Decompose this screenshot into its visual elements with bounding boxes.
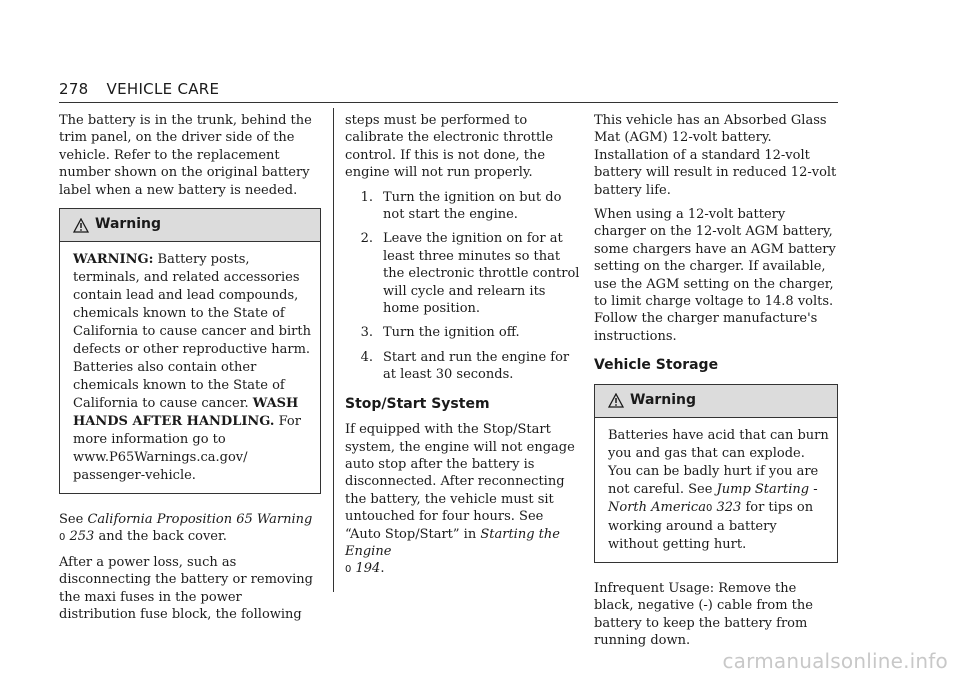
warning-text-2: for tips on working around a battery without getting hurt. bbox=[608, 499, 814, 552]
page-ref-icon: 0 bbox=[59, 532, 66, 544]
step-number: 3. bbox=[360, 325, 373, 341]
charger-paragraph: When using a 12-volt battery charger on the 12-volt AGM battery, some chargers have an AGM battery setting on the charger. If available, use the AGM setting on the charger, to limit charge voltage to 14.8 volts. Follow the charger manufacture's instructions. bbox=[594, 207, 836, 344]
page-ref-323[interactable]: 323 bbox=[716, 499, 742, 515]
warning-title: Warning bbox=[95, 216, 162, 233]
list-item bbox=[345, 230, 581, 317]
warning-box-acid bbox=[594, 384, 838, 563]
see-reference-paragraph bbox=[59, 511, 321, 547]
column-divider bbox=[333, 108, 334, 592]
step-text: Leave the ignition on for at least three minutes so that the electronic throttle control will cycle and relearn its home position. bbox=[383, 231, 580, 317]
step-number: 4. bbox=[360, 349, 373, 365]
header-rule bbox=[59, 102, 838, 103]
warning-title: Warning bbox=[630, 391, 697, 408]
warning-triangle-icon bbox=[73, 218, 89, 233]
warning-header bbox=[595, 385, 837, 418]
starting-engine-link[interactable]: Starting the Engine bbox=[345, 526, 560, 559]
page-ref-icon: 0 bbox=[705, 502, 713, 514]
warning-body bbox=[595, 418, 837, 562]
calibrate-paragraph: steps must be performed to calibrate the electronic throttle control. If this is not done, the engine will not run properly. bbox=[345, 113, 554, 181]
agm-paragraph: This vehicle has an Absorbed Glass Mat (AGM) 12-volt battery. Installation of a standard 12-volt battery will result in reduced 12-volt battery life. bbox=[594, 113, 837, 198]
column-2 bbox=[345, 112, 581, 586]
prop65-link[interactable]: California Proposition 65 Warning bbox=[87, 512, 313, 528]
list-item bbox=[345, 189, 581, 224]
column-1 bbox=[59, 112, 321, 630]
power-loss-paragraph: After a power loss, such as disconnecting the battery or removing the maxi fuses in the power distribution fuse block, the following bbox=[59, 554, 313, 623]
warning-text-1: Battery posts, terminals, and related accessories contain lead and lead compounds, chemicals known to the State of California to cause cancer and birth defects or other reproductive harm. Batteries also contain other chemicals known to the State of California to cause cancer. bbox=[73, 252, 311, 412]
warning-header bbox=[60, 209, 320, 242]
period: . bbox=[380, 561, 385, 577]
calibration-steps bbox=[345, 189, 581, 384]
page-ref-194[interactable]: 194 bbox=[355, 561, 381, 577]
infrequent-usage-paragraph: Infrequent Usage: Remove the black, negative (-) cable from the battery to keep the battery from running down. bbox=[594, 580, 813, 648]
page-header bbox=[59, 80, 219, 98]
step-number: 1. bbox=[360, 189, 373, 205]
column-3 bbox=[594, 112, 838, 656]
warning-text-2: For more information go to www.P65Warnings.ca.gov/ passenger-vehicle. bbox=[73, 414, 301, 484]
step-text: Turn the ignition off. bbox=[383, 325, 520, 341]
warning-body bbox=[60, 242, 320, 493]
see-prefix: See bbox=[59, 512, 88, 528]
stop-start-text: If equipped with the Stop/Start system, the engine will not engage auto stop after the battery is disconnected. After reconnecting the battery, the vehicle must sit untouched for four hours. See “Auto Stop/Start” in bbox=[345, 422, 575, 542]
battery-location-paragraph: The battery is in the trunk, behind the trim panel, on the driver side of the vehicle. Refer to the replacement number shown on the original battery label when a new battery is needed. bbox=[59, 113, 312, 198]
jump-starting-link[interactable]: Jump Starting - North America bbox=[608, 481, 818, 515]
vehicle-storage-heading: Vehicle Storage bbox=[594, 357, 719, 374]
step-number: 2. bbox=[360, 231, 373, 247]
wash-hands-text: WASH HANDS AFTER HANDLING. bbox=[73, 396, 299, 430]
list-item bbox=[345, 349, 581, 384]
step-text: Turn the ignition on but do not start the engine. bbox=[383, 189, 562, 223]
page-number: 278 bbox=[59, 80, 89, 98]
section-title: VEHICLE CARE bbox=[106, 80, 220, 98]
warning-lead: WARNING: bbox=[73, 252, 154, 268]
warning-text-1: Batteries have acid that can burn you and gas that can explode. You can be badly hurt if you are not careful. See bbox=[608, 427, 829, 497]
page-ref-253[interactable]: 253 bbox=[69, 529, 95, 545]
stop-start-paragraph bbox=[345, 421, 581, 579]
warning-triangle-icon bbox=[608, 393, 624, 408]
step-text: Start and run the engine for at least 30 seconds. bbox=[383, 349, 570, 383]
page-ref-icon: 0 bbox=[345, 564, 352, 576]
stop-start-heading: Stop/Start System bbox=[345, 395, 490, 412]
warning-box-lead bbox=[59, 208, 321, 494]
see-suffix: and the back cover. bbox=[94, 529, 227, 545]
list-item bbox=[345, 324, 581, 341]
watermark: carmanualsonline.info bbox=[722, 649, 948, 673]
